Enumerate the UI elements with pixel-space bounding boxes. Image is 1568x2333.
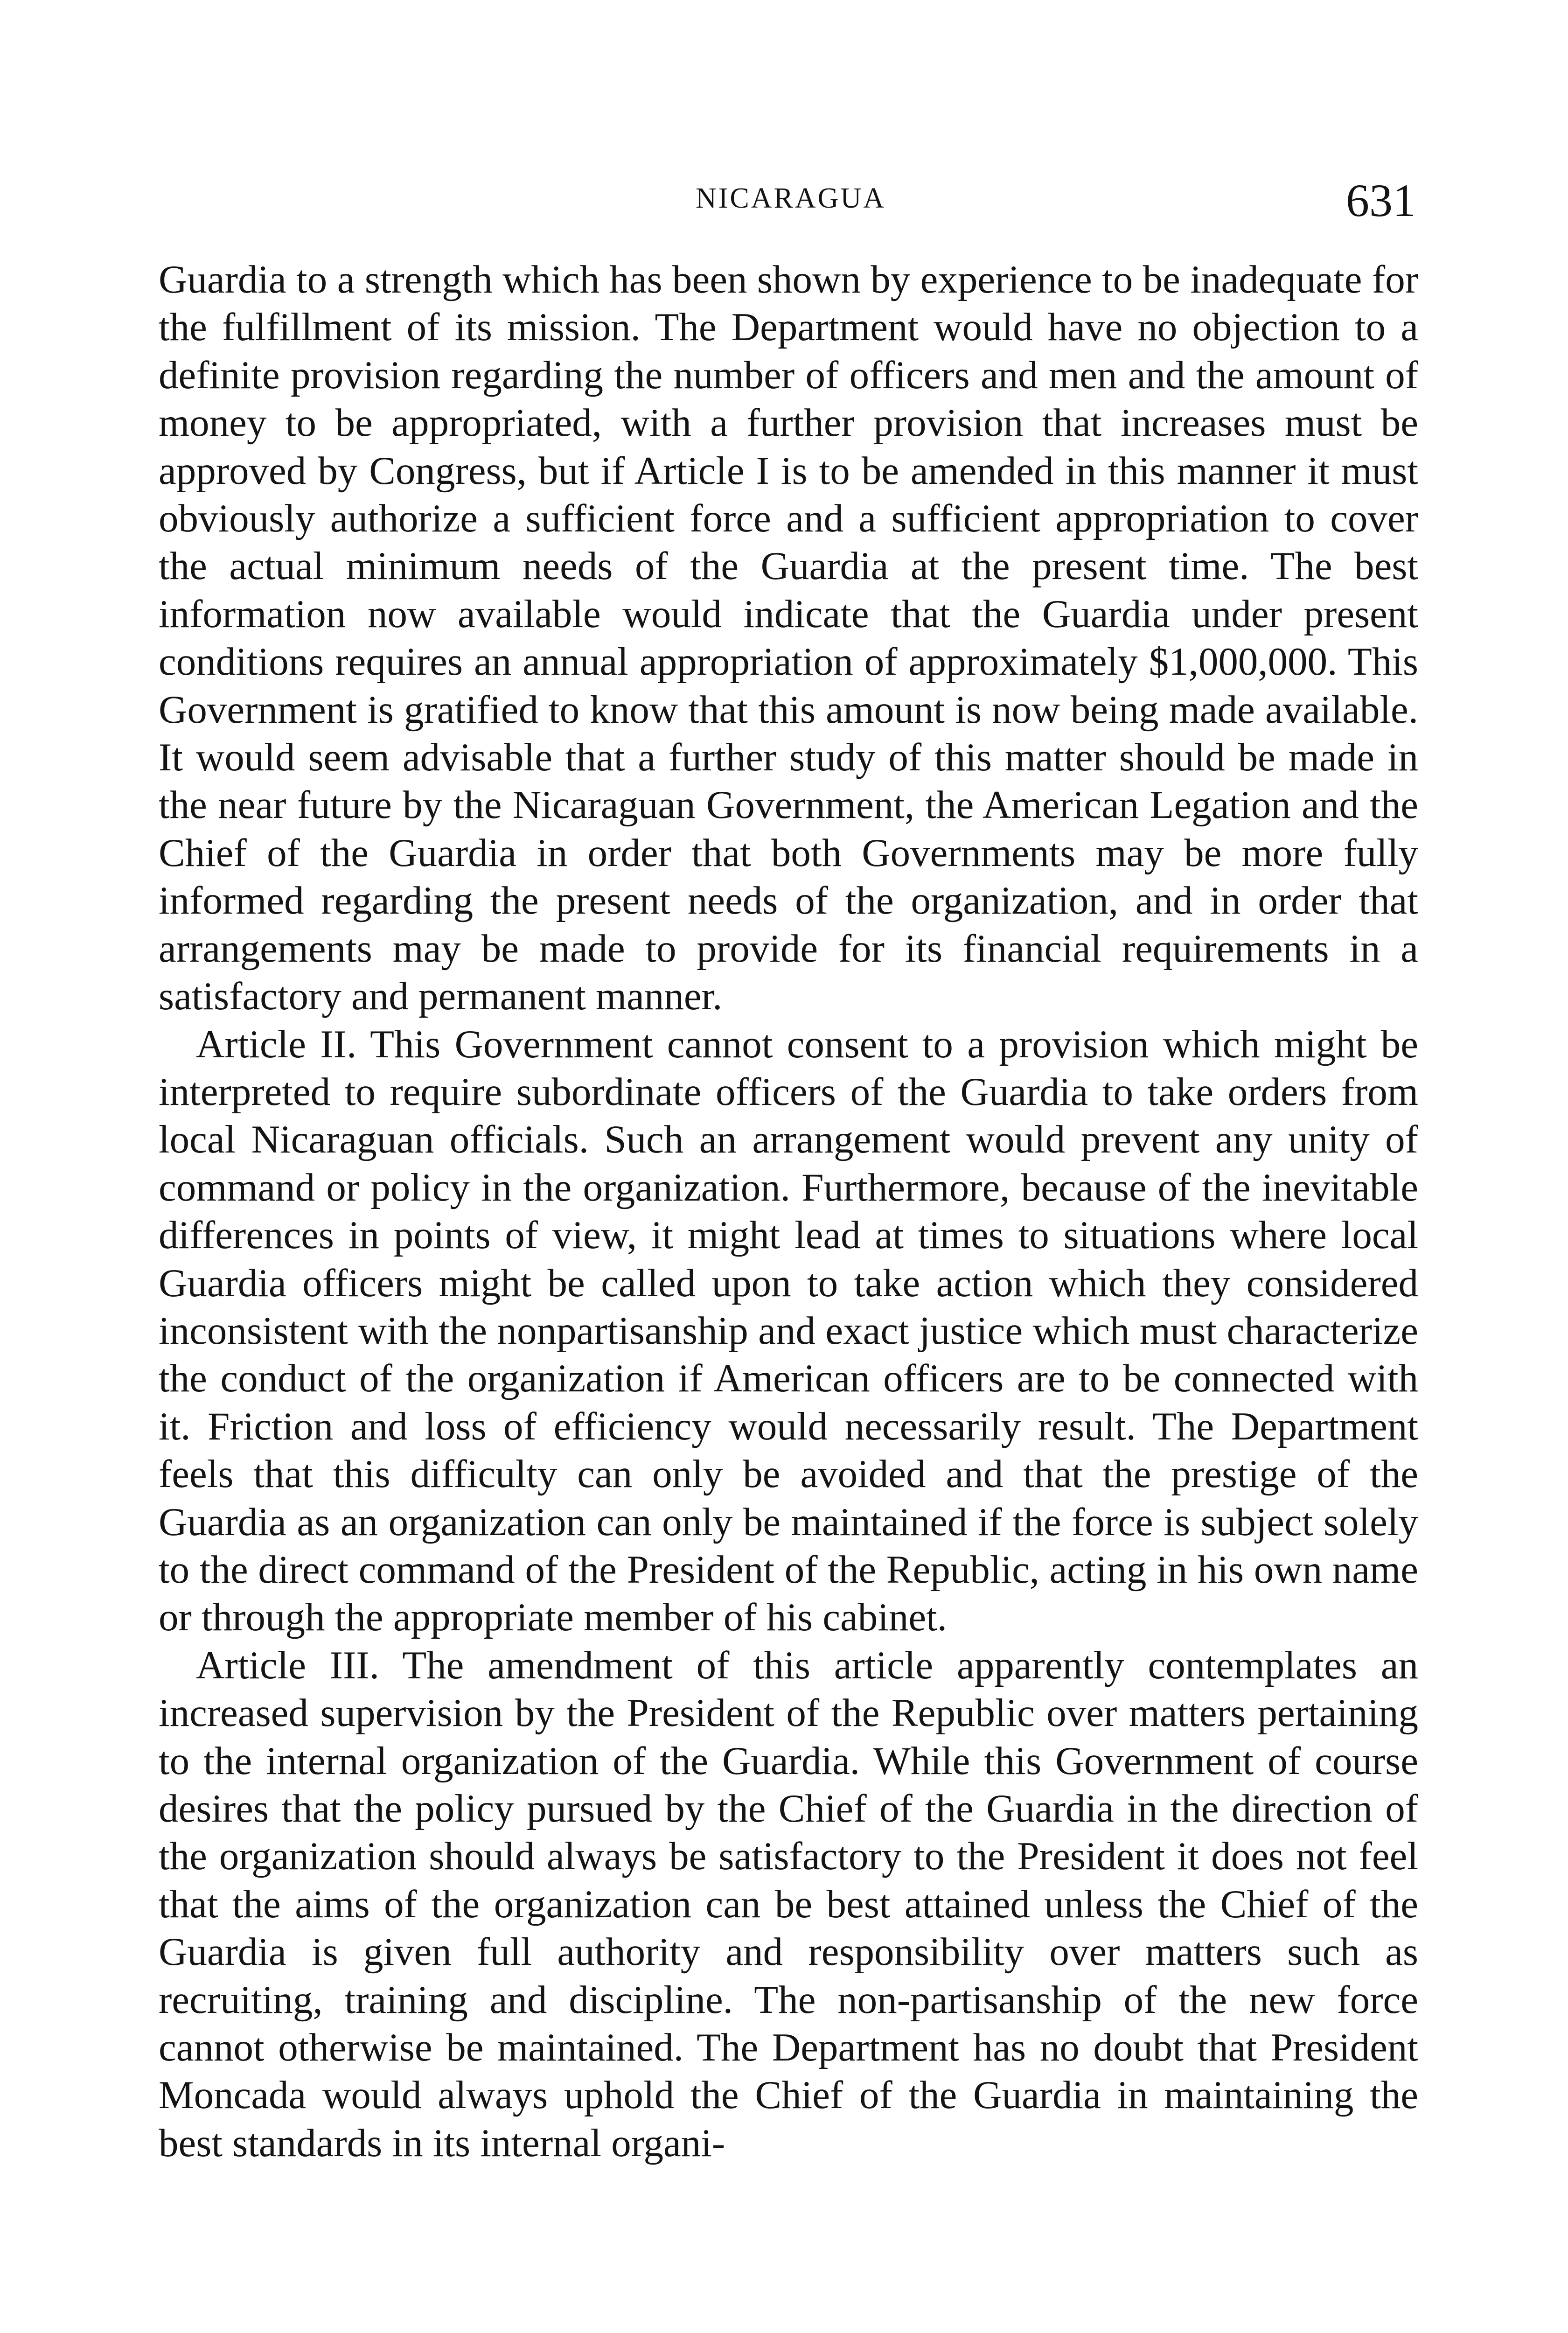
paragraph-guardia-strength: Guardia to a strength which has been shown by experience to be inadequate for the fulfillment of its mission. The Department would have no objection to a definite provision regarding the number of officers and men and the amount of money to be appropriated, with a further provision that increases must be approved by Congress, but if Article I is to be amended in this manner it must obviously authorize a sufficient force and a sufficient appropriation to cover the actual minimum needs of the Guardia at the present time. The best information now available would indicate that the Guardia under present conditions requires an annual appropriation of approximately $1,000,000. This Government is gratified to know that this amount is now being made available. It would seem advisable that a further study of this matter should be made in the near future by the Nicaraguan Government, the American Legation and the Chief of the Guardia in order that both Governments may be more fully informed regarding the present needs of the organization, and in order that arrangements may be made to provide for its financial requirements in a satisfactory and permanent manner. xyxy=(159,258,1418,1019)
running-head xyxy=(166,174,1416,230)
running-title: NICARAGUA xyxy=(696,182,886,214)
paragraph-article-iii: Article III. The amendment of this article apparently contemplates an increased supervision by the President of the Republic over matters pertaining to the internal organization of the Guardia. While this Government of course desires that the policy pursued by the Chief of the Guardia in the direction of the organization should always be satisfactory to the President it does not feel that the aims of the organization can be best attained unless the Chief of the Guardia is given full authority and responsibility over matters such as recruiting, training and discipline. The non-partisanship of the new force cannot otherwise be maintained. The Department has no doubt that President Moncada would always uphold the Chief of the Guardia in maintaining the best standards in its internal organi- xyxy=(159,1643,1418,2165)
paragraph-article-ii: Article II. This Government cannot consent to a provision which might be interpreted to require subordinate officers of the Guardia to take orders from local Nicaraguan officials. Such an arrangement would prevent any unity of command or policy in the organization. Furthermore, because of the inevitable differences in points of view, it might lead at times to situations where local Guardia officers might be called upon to take action which they considered inconsistent with the nonpartisanship and exact justice which must characterize the conduct of the organization if American officers are to be connected with it. Friction and loss of efficiency would necessarily result. The Department feels that this difficulty can only be avoided and that the prestige of the Guardia as an organization can only be maintained if the force is subject solely to the direct command of the President of the Republic, acting in his own name or through the appropriate member of his cabinet. xyxy=(159,1022,1418,1640)
page-number: 631 xyxy=(1346,175,1416,226)
body-text xyxy=(159,256,1418,2167)
